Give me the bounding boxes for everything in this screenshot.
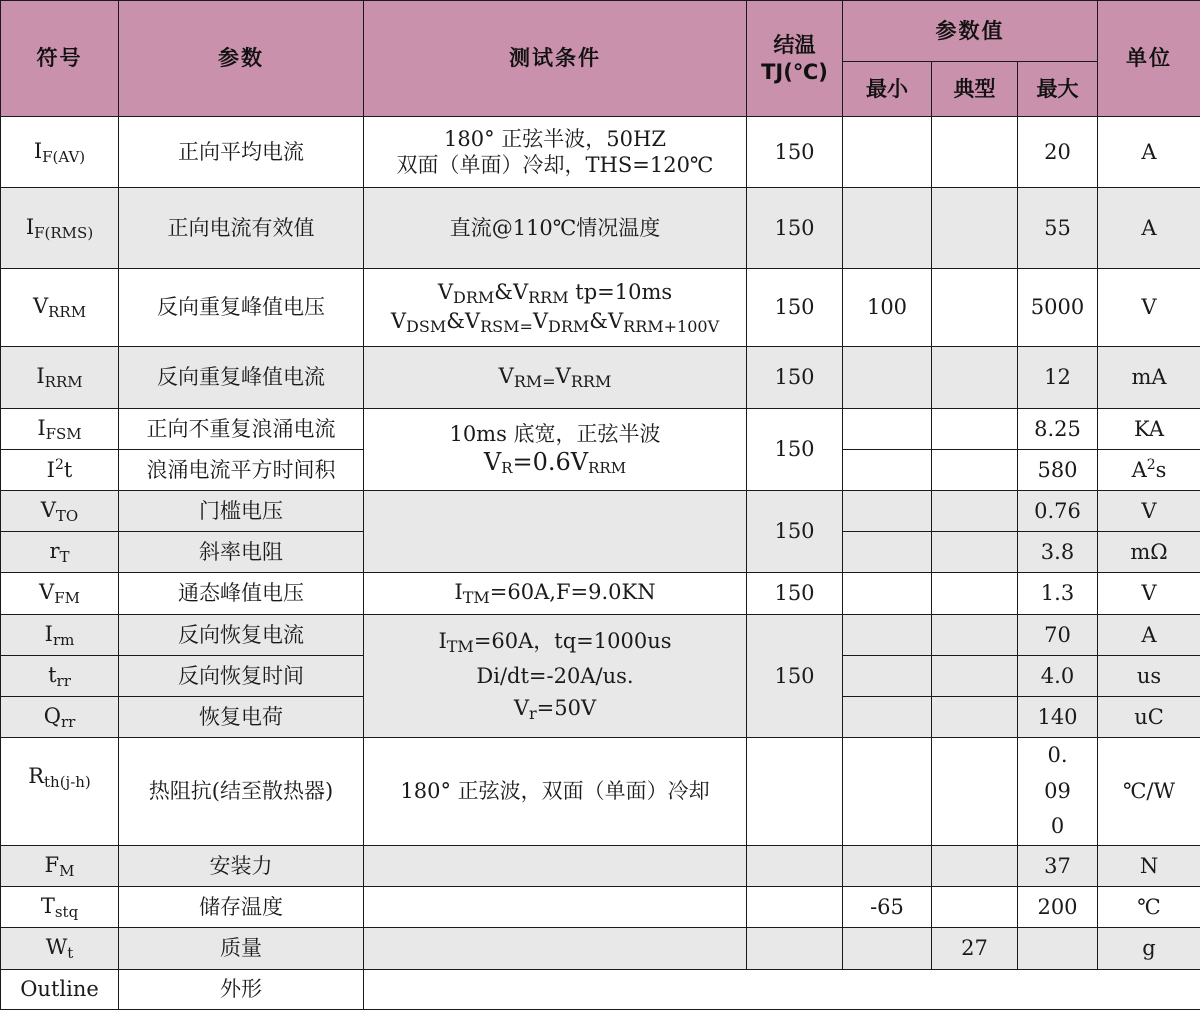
header-min: 最小: [843, 62, 932, 117]
unit-cell: N: [1098, 846, 1200, 887]
unit-cell: V: [1098, 573, 1200, 615]
max-cell: 12: [1018, 347, 1098, 409]
typ-cell: [932, 573, 1018, 615]
typ-cell: [932, 188, 1018, 269]
typ-cell: [932, 450, 1018, 491]
param-cell: 门槛电压: [119, 491, 364, 532]
min-cell: [843, 188, 932, 269]
param-cell: 斜率电阻: [119, 532, 364, 573]
tj-cell: 150: [747, 347, 843, 409]
param-cell: 外形: [119, 970, 364, 1010]
min-cell: [843, 846, 932, 887]
tj-cell: 150: [747, 491, 843, 573]
param-cell: 通态峰值电压: [119, 573, 364, 615]
typ-cell: [932, 532, 1018, 573]
min-cell: [843, 450, 932, 491]
table-row: [1, 269, 1200, 347]
param-cell: 正向平均电流: [119, 117, 364, 188]
table-row: [1, 615, 1200, 656]
tj-cell: 150: [747, 269, 843, 347]
table-row: [1, 347, 1200, 409]
unit-cell: A: [1098, 615, 1200, 656]
symbol-cell: $F_M$: [1, 846, 119, 887]
unit-cell: mΩ: [1098, 532, 1200, 573]
symbol-cell: $I^2t$: [1, 450, 119, 491]
unit-cell: A: [1098, 188, 1200, 269]
min-cell: [843, 738, 932, 846]
typ-cell: [932, 656, 1018, 697]
unit-cell: mA: [1098, 347, 1200, 409]
symbol-cell: $I_{RRM}$: [1, 347, 119, 409]
typ-cell: [932, 887, 1018, 928]
symbol-cell: $W_t$: [1, 928, 119, 970]
typ-cell: [932, 846, 1018, 887]
table-row: [1, 738, 1200, 846]
table-row: [1, 573, 1200, 615]
condition-cell: 直流@110℃情况温度: [364, 188, 747, 269]
max-cell: 200: [1018, 887, 1098, 928]
max-cell: 1.3: [1018, 573, 1098, 615]
unit-cell: V: [1098, 491, 1200, 532]
tj-cell: [747, 846, 843, 887]
condition-cell: [364, 887, 747, 928]
table-row: [1, 491, 1200, 532]
unit-cell: ℃/W: [1098, 738, 1200, 846]
min-cell: [843, 347, 932, 409]
min-cell: -65: [843, 887, 932, 928]
tj-cell: [747, 928, 843, 970]
max-cell: 3.8: [1018, 532, 1098, 573]
max-cell: 70: [1018, 615, 1098, 656]
typ-cell: [932, 409, 1018, 450]
min-cell: [843, 928, 932, 970]
min-cell: [843, 573, 932, 615]
symbol-cell: $r_T$: [1, 532, 119, 573]
condition-cell: [364, 846, 747, 887]
header-typ: 典型: [932, 62, 1018, 117]
header-tj: [747, 1, 843, 117]
header-tj-line1: 结温: [747, 32, 842, 58]
tj-cell: 150: [747, 409, 843, 491]
typ-cell: [932, 697, 1018, 738]
symbol-cell: $V_{RRM}$: [1, 269, 119, 347]
min-cell: [843, 697, 932, 738]
tj-cell: 150: [747, 188, 843, 269]
param-cell: 正向不重复浪涌电流: [119, 409, 364, 450]
table-row: [1, 117, 1200, 188]
symbol-cell: $R_{th(j-h)}$: [1, 738, 119, 846]
table-row: [1, 188, 1200, 269]
unit-cell: us: [1098, 656, 1200, 697]
table-row: [1, 409, 1200, 450]
symbol-cell: $I_{F(AV)}$: [1, 117, 119, 188]
max-cell: 580: [1018, 450, 1098, 491]
condition-cell: $V_{DRM}\&V_{RRM}$ tp=10ms $V_{DSM}\&V_{RSM=}V_{DRM}\&V_{RRM+100V}$: [364, 269, 747, 347]
condition-cell: [364, 491, 747, 573]
tj-cell: [747, 887, 843, 928]
symbol-cell: $t_{rr}$: [1, 656, 119, 697]
typ-cell: [932, 615, 1018, 656]
unit-cell: KA: [1098, 409, 1200, 450]
unit-cell: uC: [1098, 697, 1200, 738]
max-cell: 8.25: [1018, 409, 1098, 450]
typ-cell: [932, 347, 1018, 409]
min-cell: [843, 656, 932, 697]
symbol-cell: $I_{FSM}$: [1, 409, 119, 450]
min-cell: [843, 409, 932, 450]
param-cell: 恢复电荷: [119, 697, 364, 738]
header-max: 最大: [1018, 62, 1098, 117]
table-row: [1, 846, 1200, 887]
condition-cell: $V_{RM=}V_{RRM}$: [364, 347, 747, 409]
unit-cell: V: [1098, 269, 1200, 347]
unit-cell: A: [1098, 117, 1200, 188]
max-cell: 37: [1018, 846, 1098, 887]
condition-cell: [364, 928, 747, 970]
param-cell: 储存温度: [119, 887, 364, 928]
header-tj-line2: TJ(℃): [747, 59, 842, 85]
min-cell: [843, 532, 932, 573]
max-cell: 5000: [1018, 269, 1098, 347]
table-row: [1, 928, 1200, 970]
tj-cell: 150: [747, 615, 843, 738]
symbol-cell: $V_{TO}$: [1, 491, 119, 532]
header-unit: 单位: [1098, 1, 1200, 117]
symbol-cell: Outline: [1, 970, 119, 1010]
max-cell: 0.76: [1018, 491, 1098, 532]
symbol-cell: $Q_{rr}$: [1, 697, 119, 738]
symbol-cell: $I_{rm}$: [1, 615, 119, 656]
param-cell: 浪涌电流平方时间积: [119, 450, 364, 491]
header-param: 参数: [119, 1, 364, 117]
table-row: [1, 887, 1200, 928]
max-cell: 20: [1018, 117, 1098, 188]
param-cell: 质量: [119, 928, 364, 970]
symbol-cell: $T_{stq}$: [1, 887, 119, 928]
unit-cell: $A^2s$: [1098, 450, 1200, 491]
param-cell: 安装力: [119, 846, 364, 887]
param-cell: 反向恢复时间: [119, 656, 364, 697]
param-cell: 热阻抗(结至散热器): [119, 738, 364, 846]
condition-cell: 180° 正弦波，双面（单面）冷却: [364, 738, 747, 846]
unit-cell: ℃: [1098, 887, 1200, 928]
condition-cell: $I_{TM}=60A$，tq=1000us Di/dt=-20A/us. $V_r=50V$: [364, 615, 747, 738]
max-cell: [1018, 928, 1098, 970]
tj-cell: [747, 738, 843, 846]
typ-cell: [932, 117, 1018, 188]
max-cell: 4.0: [1018, 656, 1098, 697]
tj-cell: 150: [747, 117, 843, 188]
max-cell: 55: [1018, 188, 1098, 269]
header-condition: 测试条件: [364, 1, 747, 117]
max-cell: 140: [1018, 697, 1098, 738]
typ-cell: [932, 269, 1018, 347]
min-cell: [843, 491, 932, 532]
header-values: 参数值: [843, 1, 1098, 62]
param-cell: 反向恢复电流: [119, 615, 364, 656]
min-cell: [843, 615, 932, 656]
max-cell: 0.090: [1018, 738, 1098, 846]
condition-cell: $I_{TM}=60A,F=9.0KN$: [364, 573, 747, 615]
typ-cell: 27: [932, 928, 1018, 970]
min-cell: 100: [843, 269, 932, 347]
condition-cell: 180° 正弦半波，50HZ 双面（单面）冷却，THS=120℃: [364, 117, 747, 188]
param-cell: 反向重复峰值电流: [119, 347, 364, 409]
min-cell: [843, 117, 932, 188]
symbol-cell: $I_{F(RMS)}$: [1, 188, 119, 269]
condition-cell: 10ms 底宽，正弦半波 $V_R=0.6V_{RRM}$: [364, 409, 747, 491]
unit-cell: g: [1098, 928, 1200, 970]
param-cell: 正向电流有效值: [119, 188, 364, 269]
header-symbol: 符号: [1, 1, 119, 117]
tj-cell: 150: [747, 573, 843, 615]
typ-cell: [932, 491, 1018, 532]
symbol-cell: $V_{FM}$: [1, 573, 119, 615]
param-cell: 反向重复峰值电压: [119, 269, 364, 347]
typ-cell: [932, 738, 1018, 846]
